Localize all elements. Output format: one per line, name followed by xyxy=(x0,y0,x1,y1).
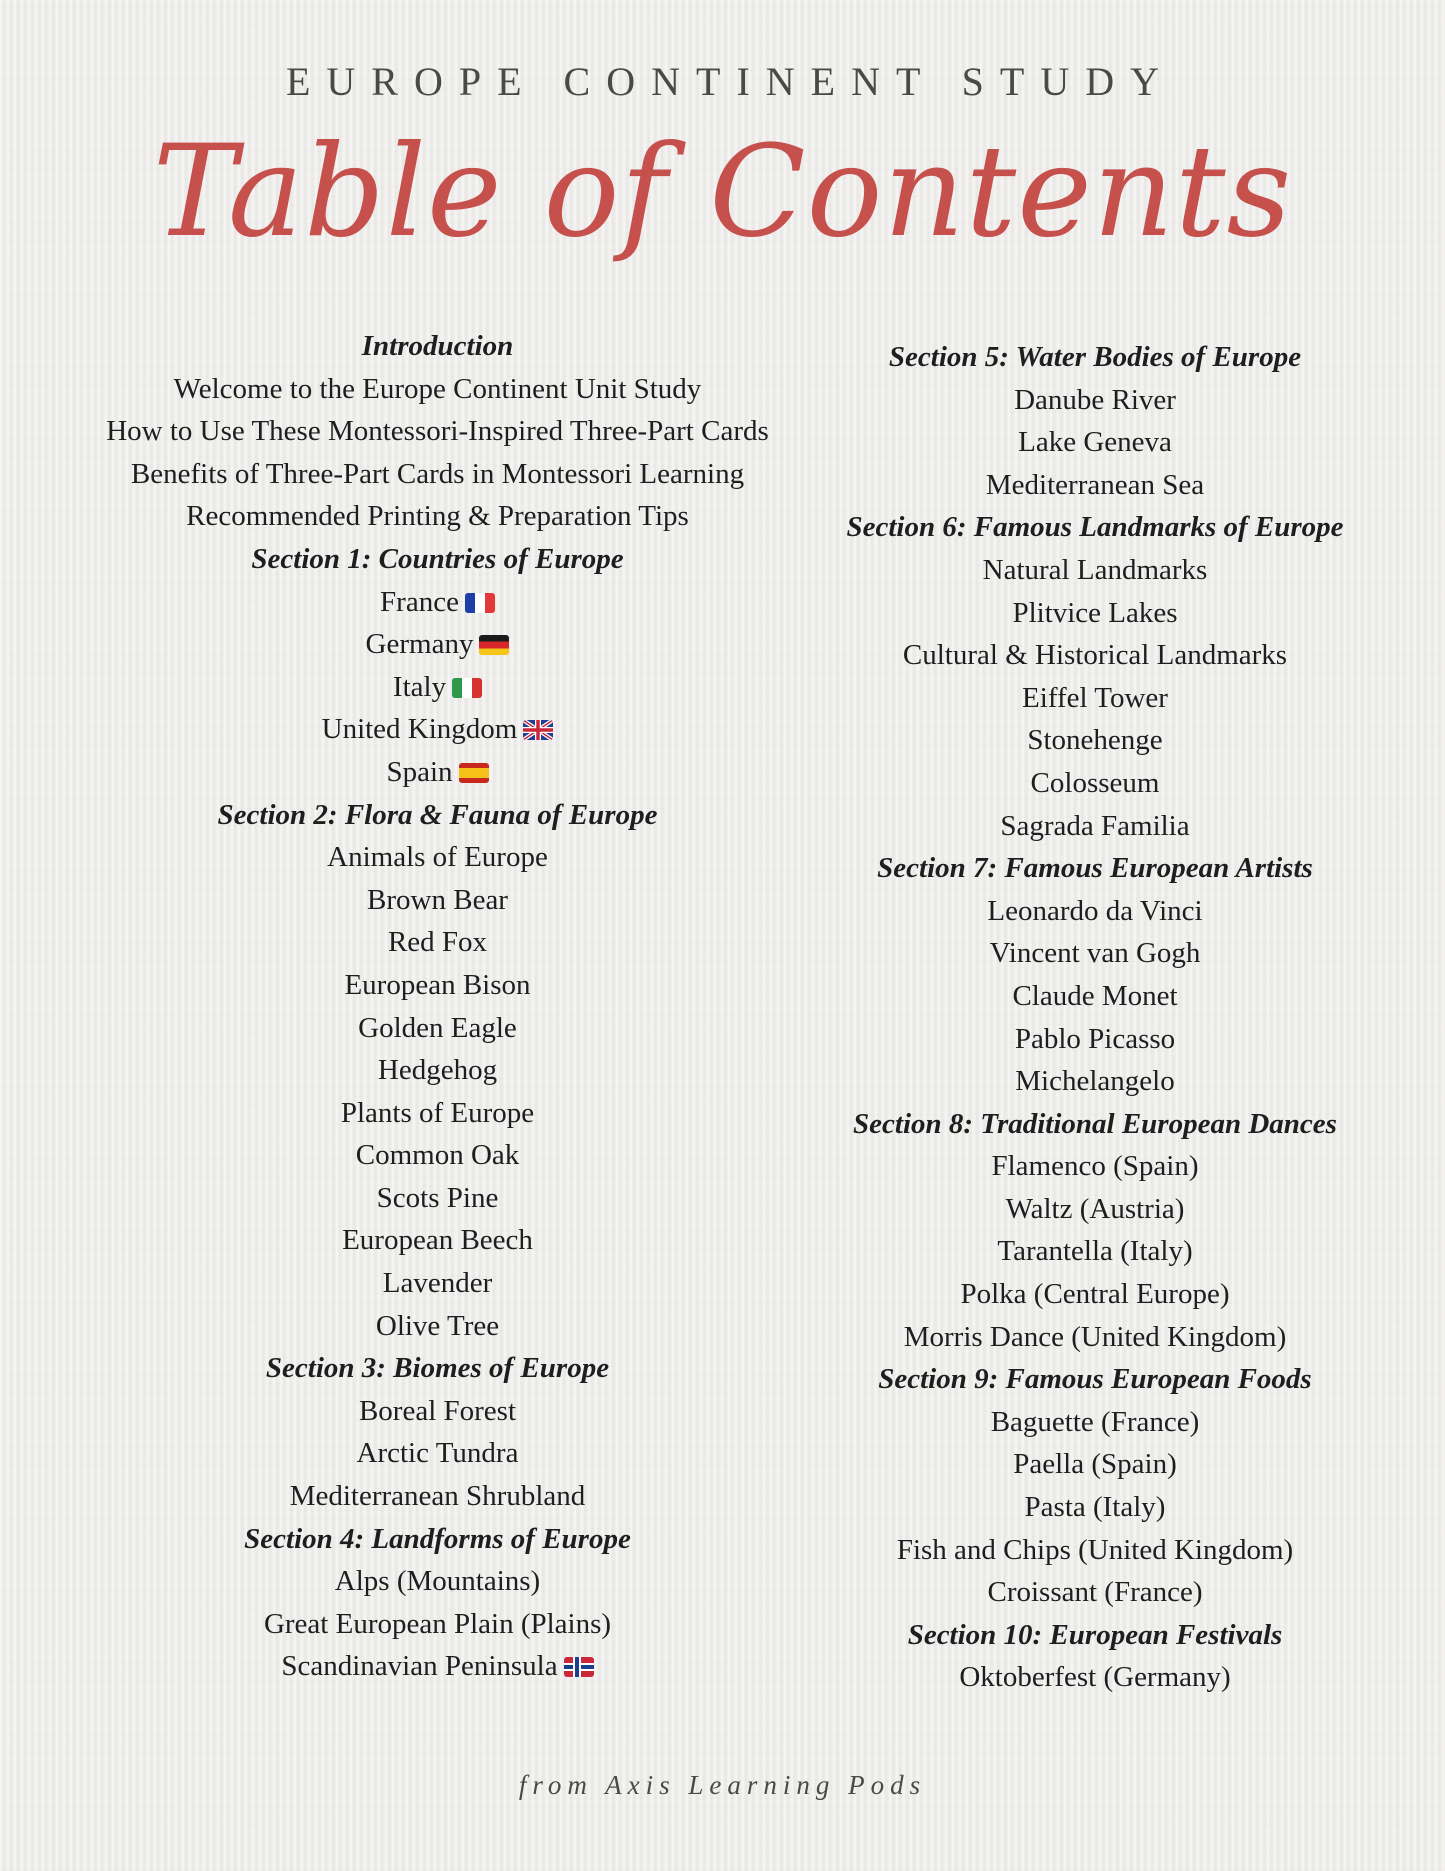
toc-entry-text: Colosseum xyxy=(1030,766,1160,799)
toc-entry-text: France xyxy=(380,585,459,618)
toc-entry-text: Boreal Forest xyxy=(358,1394,517,1427)
toc-entry xyxy=(40,453,835,496)
toc-entry xyxy=(40,495,835,538)
section-heading xyxy=(40,538,835,581)
toc-entry xyxy=(790,1401,1400,1444)
toc-entry xyxy=(40,879,835,922)
toc-entry-text: Tarantella (Italy) xyxy=(997,1235,1193,1268)
toc-entry-text: Danube River xyxy=(1014,383,1176,416)
toc-entry-text: Section 4: Landforms of Europe xyxy=(244,1522,631,1555)
flag-united-kingdom-icon xyxy=(523,720,553,740)
toc-entry-text: Section 1: Countries of Europe xyxy=(251,542,624,575)
section-heading xyxy=(40,794,835,837)
toc-entry-text: Section 7: Famous European Artists xyxy=(877,852,1313,885)
toc-entry-text: Sagrada Familia xyxy=(1000,809,1190,842)
section-heading xyxy=(790,336,1400,379)
toc-entry-text: Mediterranean Shrubland xyxy=(289,1480,586,1513)
toc-entry xyxy=(40,623,835,666)
toc-entry xyxy=(790,1060,1400,1103)
toc-entry-text: Common Oak xyxy=(355,1139,520,1172)
toc-entry-text: Scandinavian Peninsula xyxy=(281,1650,558,1683)
toc-entry-text: Hedgehog xyxy=(377,1054,498,1087)
toc-entry-text: Plitvice Lakes xyxy=(1012,596,1178,629)
toc-entry-text: Eiffel Tower xyxy=(1022,681,1168,714)
flag-france-icon xyxy=(465,593,495,613)
toc-entry-text: Italy xyxy=(392,670,447,703)
toc-entry-text: Polka (Central Europe) xyxy=(960,1278,1230,1311)
toc-entry xyxy=(790,1018,1400,1061)
toc-entry xyxy=(790,1316,1400,1359)
toc-entry xyxy=(790,1571,1400,1614)
toc-entry xyxy=(790,1188,1400,1231)
toc-entry-text: Section 8: Traditional European Dances xyxy=(853,1107,1337,1140)
toc-entry-text: Lavender xyxy=(382,1267,493,1300)
toc-entry-text: Natural Landmarks xyxy=(982,553,1208,586)
toc-entry xyxy=(790,379,1400,422)
toc-entry-text: Section 5: Water Bodies of Europe xyxy=(888,341,1302,373)
toc-entry xyxy=(40,1390,835,1433)
toc-entry xyxy=(40,1645,835,1688)
subtitle-kicker: EUROPE CONTINENT STUDY xyxy=(285,59,1176,104)
toc-entry-text: Red Fox xyxy=(387,926,488,959)
toc-entry-text: Leonardo da Vinci xyxy=(987,894,1203,927)
toc-entry-text: Welcome to the Europe Continent Unit Study xyxy=(173,372,702,405)
toc-entry xyxy=(40,1049,835,1092)
toc-entry xyxy=(790,932,1400,975)
flag-germany-icon xyxy=(479,635,509,655)
toc-entry-text: Michelangelo xyxy=(1015,1065,1175,1098)
section-heading xyxy=(790,1614,1400,1657)
toc-entry-text: Pasta (Italy) xyxy=(1024,1491,1166,1524)
toc-entry-text: Vincent van Gogh xyxy=(989,937,1201,970)
toc-entry xyxy=(790,421,1400,464)
toc-entry-text: Spain xyxy=(386,755,453,788)
toc-entry-text: Mediterranean Sea xyxy=(985,468,1205,501)
toc-entry xyxy=(790,1145,1400,1188)
toc-entry-text: Recommended Printing & Preparation Tips xyxy=(186,500,689,533)
toc-entry-text: Pablo Picasso xyxy=(1014,1022,1176,1055)
toc-entry xyxy=(790,464,1400,507)
toc-entry xyxy=(40,410,835,453)
flag-italy-icon xyxy=(452,678,482,698)
toc-entry-text: Section 3: Biomes of Europe xyxy=(265,1352,610,1385)
page-title: Table of Contents xyxy=(152,118,1293,265)
toc-entry-text: Plants of Europe xyxy=(340,1096,535,1129)
toc-entry-text: Croissant (France) xyxy=(987,1576,1203,1609)
toc-entry xyxy=(790,975,1400,1018)
toc-entry-text: Flamenco (Spain) xyxy=(991,1150,1199,1183)
toc-entry xyxy=(40,1219,835,1262)
toc-entry xyxy=(40,1007,835,1050)
toc-entry-text: Paella (Spain) xyxy=(1013,1448,1177,1481)
toc-entry xyxy=(790,677,1400,720)
toc-entry xyxy=(40,1262,835,1305)
toc-left-column xyxy=(40,325,835,1688)
toc-entry-text: Waltz (Austria) xyxy=(1005,1192,1185,1225)
toc-entry xyxy=(790,1529,1400,1572)
toc-entry xyxy=(790,1443,1400,1486)
toc-entry-text: Oktoberfest (Germany) xyxy=(959,1661,1231,1694)
toc-entry xyxy=(40,1603,835,1646)
toc-entry-text: Brown Bear xyxy=(367,883,508,916)
toc-entry xyxy=(790,890,1400,933)
toc-entry xyxy=(790,1656,1400,1699)
toc-entry-text: Great European Plain (Plains) xyxy=(263,1607,612,1640)
toc-entry xyxy=(40,1134,835,1177)
toc-entry xyxy=(790,1230,1400,1273)
toc-entry-text: Golden Eagle xyxy=(358,1011,517,1044)
toc-entry-text: Morris Dance (United Kingdom) xyxy=(903,1320,1287,1353)
toc-entry-text: Cultural & Historical Landmarks xyxy=(902,639,1288,672)
toc-entry xyxy=(790,549,1400,592)
toc-entry xyxy=(40,751,835,794)
toc-entry xyxy=(790,719,1400,762)
toc-entry-text: Arctic Tundra xyxy=(356,1437,519,1470)
toc-entry-text: Claude Monet xyxy=(1012,979,1178,1012)
toc-entry-text: Fish and Chips (United Kingdom) xyxy=(896,1533,1294,1566)
toc-entry xyxy=(790,805,1400,848)
toc-entry xyxy=(40,1560,835,1603)
toc-entry xyxy=(40,708,835,751)
toc-entry xyxy=(40,1305,835,1348)
section-heading xyxy=(790,1103,1400,1146)
section-heading xyxy=(40,1347,835,1390)
toc-entry-text: Scots Pine xyxy=(376,1181,499,1214)
toc-entry-text: Alps (Mountains) xyxy=(334,1565,541,1598)
toc-entry xyxy=(790,1486,1400,1529)
toc-entry-text: Olive Tree xyxy=(375,1309,500,1342)
toc-entry xyxy=(790,634,1400,677)
section-heading xyxy=(790,506,1400,549)
toc-entry xyxy=(40,368,835,411)
toc-entry-text: Baguette (France) xyxy=(990,1405,1200,1438)
toc-entry-text: Section 9: Famous European Foods xyxy=(878,1363,1312,1396)
toc-entry-text: Introduction xyxy=(361,330,514,362)
section-heading xyxy=(790,1358,1400,1401)
flag-spain-icon xyxy=(459,763,489,783)
toc-entry-text: Lake Geneva xyxy=(1018,426,1172,459)
toc-entry xyxy=(40,964,835,1007)
flag-norway-icon xyxy=(564,1657,594,1677)
toc-entry-text: European Beech xyxy=(342,1224,533,1257)
toc-entry-text: Section 6: Famous Landmarks of Europe xyxy=(846,511,1344,544)
toc-entry xyxy=(40,666,835,709)
toc-entry xyxy=(40,836,835,879)
toc-entry xyxy=(40,1092,835,1135)
toc-entry xyxy=(40,921,835,964)
toc-entry xyxy=(790,592,1400,635)
toc-entry xyxy=(40,1177,835,1220)
toc-entry-text: European Bison xyxy=(344,968,531,1001)
section-heading xyxy=(40,1518,835,1561)
footer-credit: from Axis Learning Pods xyxy=(518,1770,927,1800)
toc-entry xyxy=(790,1273,1400,1316)
toc-entry-text: Stonehenge xyxy=(1027,724,1163,757)
toc-entry xyxy=(40,581,835,624)
toc-entry-text: United Kingdom xyxy=(321,713,518,746)
toc-entry-text: Section 10: European Festivals xyxy=(907,1618,1283,1651)
section-heading xyxy=(790,847,1400,890)
toc-entry-text: Animals of Europe xyxy=(327,841,548,874)
toc-entry xyxy=(40,1475,835,1518)
toc-entry xyxy=(40,1432,835,1475)
toc-entry xyxy=(790,762,1400,805)
toc-right-column xyxy=(790,336,1400,1699)
toc-entry-text: Germany xyxy=(365,628,474,661)
toc-entry-text: Section 2: Flora & Fauna of Europe xyxy=(217,798,658,831)
toc-entry-text: How to Use These Montessori-Inspired Three-Part Cards xyxy=(106,415,769,448)
toc-entry-text: Benefits of Three-Part Cards in Montessori Learning xyxy=(130,457,745,490)
section-heading xyxy=(40,325,835,368)
